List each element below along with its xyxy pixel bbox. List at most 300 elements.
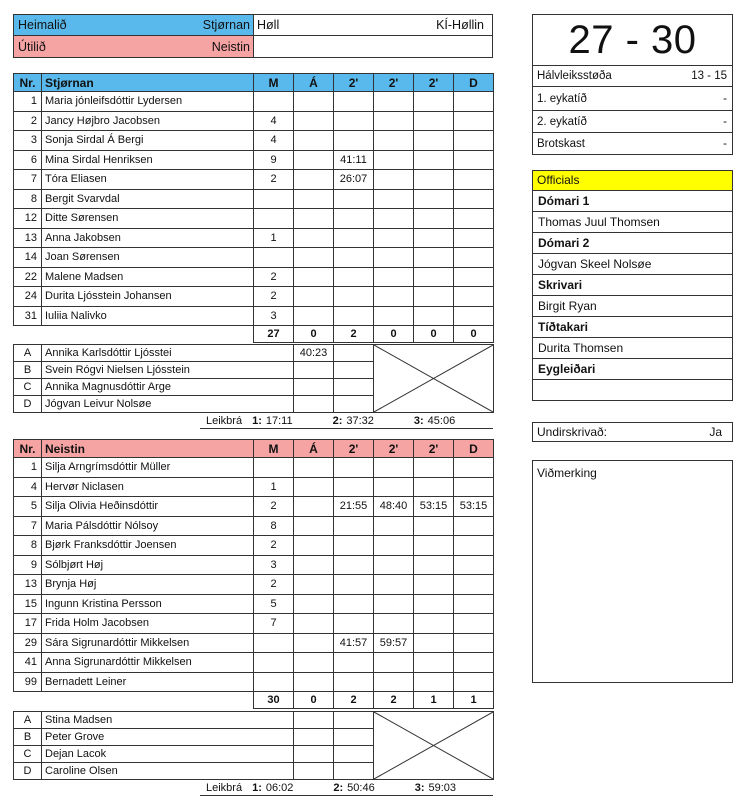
player-row [14,228,494,248]
official-role: Dómari 2 [532,233,733,254]
player-suspension-2 [374,209,414,229]
player-disqualification [454,306,494,326]
cross-mark-icon [374,712,493,779]
player-goals [254,672,294,692]
player-disqualification [454,209,494,229]
player-suspension-3 [414,516,454,536]
official-role: Eygleiðari [532,359,733,380]
player-number: 8 [14,536,42,556]
player-suspension-2 [374,614,414,634]
player-disqualification [454,653,494,673]
player-warning [294,209,334,229]
player-name: Maria Pálsdóttir Nólsoy [42,516,254,536]
player-number: 12 [14,209,42,229]
player-goals [254,209,294,229]
staff-suspension [334,746,374,763]
player-suspension-2 [374,477,414,497]
table-header-row [14,74,494,92]
away-staff-table [13,711,494,780]
player-name: Anna Sigrunardóttir Mikkelsen [42,653,254,673]
player-suspension-2 [374,653,414,673]
player-warning [294,497,334,517]
player-row [14,92,494,112]
staff-suspension [334,729,374,746]
player-row [14,516,494,536]
player-suspension-3 [414,111,454,131]
timeout-time: 37:32 [346,415,374,427]
player-suspension-3 [414,555,454,575]
player-suspension-3 [414,228,454,248]
player-suspension-3 [414,458,454,478]
col-suspension-2: 2' [374,74,414,92]
player-number: 5 [14,497,42,517]
info-value: 13 - 15 [691,70,727,82]
total-warnings: 0 [294,692,334,709]
player-suspension-2: 48:40 [374,497,414,517]
player-warning [294,594,334,614]
remarks-label: Viðmerking [537,466,597,480]
player-row [14,306,494,326]
player-disqualification [454,614,494,634]
total-goals: 27 [254,326,294,343]
player-suspension-1 [334,594,374,614]
player-suspension-3 [414,306,454,326]
info-value: - [723,137,727,150]
player-number: 13 [14,228,42,248]
player-number: 17 [14,614,42,634]
staff-name: Annika Magnusdóttir Arge [42,379,294,396]
player-disqualification: 53:15 [454,497,494,517]
player-name: Jancy Højbro Jacobsen [42,111,254,131]
player-suspension-1 [334,228,374,248]
officials-title: Officials [532,170,733,191]
player-suspension-3: 53:15 [414,497,454,517]
player-suspension-3 [414,614,454,634]
player-name: Joan Sørensen [42,248,254,268]
player-number: 14 [14,248,42,268]
player-row [14,111,494,131]
player-suspension-2 [374,170,414,190]
player-disqualification [454,150,494,170]
official-role: Skrivari [532,275,733,296]
player-suspension-2 [374,594,414,614]
player-goals: 8 [254,516,294,536]
player-row [14,653,494,673]
player-suspension-1 [334,131,374,151]
player-name: Maria jónleifsdóttir Lydersen [42,92,254,112]
staff-suspension [334,379,374,396]
player-goals: 4 [254,131,294,151]
crossed-out-cell [374,345,494,413]
away-team-cell [14,36,254,57]
player-name: Bergit Svarvdal [42,189,254,209]
player-warning [294,228,334,248]
timeout-time: 45:06 [427,415,456,427]
player-suspension-2 [374,189,414,209]
player-goals: 2 [254,575,294,595]
timeout-number: 3: [414,782,425,794]
player-suspension-1: 41:57 [334,633,374,653]
player-suspension-2 [374,287,414,307]
player-goals: 2 [254,170,294,190]
staff-letter: A [14,712,42,729]
player-suspension-1: 41:11 [334,150,374,170]
total-suspension-2: 2 [374,692,414,709]
official-name: Jógvan Skeel Nolsøe [532,254,733,275]
player-number: 1 [14,92,42,112]
player-name: Sonja Sirdal Á Bergi [42,131,254,151]
player-disqualification [454,92,494,112]
final-score: 27 - 30 [532,14,733,66]
player-disqualification [454,228,494,248]
table-header-row [14,440,494,458]
player-suspension-1 [334,189,374,209]
player-row [14,575,494,595]
staff-warning: 40:23 [294,345,334,362]
player-suspension-1 [334,209,374,229]
player-disqualification [454,170,494,190]
player-suspension-3 [414,594,454,614]
timeout-label: Leikbrá [206,782,243,794]
player-suspension-1: 26:07 [334,170,374,190]
staff-warning [294,379,334,396]
player-suspension-3 [414,536,454,556]
player-number: 8 [14,189,42,209]
timeout-number: 1: [252,782,262,794]
venue-label: Høll [257,18,280,32]
player-disqualification [454,555,494,575]
staff-letter: C [14,746,42,763]
player-goals: 9 [254,150,294,170]
player-warning [294,92,334,112]
away-timeouts [200,781,493,796]
player-goals: 2 [254,287,294,307]
player-warning [294,477,334,497]
staff-name: Peter Grove [42,729,294,746]
player-row [14,209,494,229]
info-value: - [723,92,727,105]
totals-row [14,692,494,709]
player-number: 3 [14,131,42,151]
player-suspension-1 [334,653,374,673]
player-name: Sára Sigrunardóttir Mikkelsen [42,633,254,653]
staff-name: Svein Rógvi Nielsen Ljósstein [42,362,294,379]
player-goals [254,248,294,268]
player-goals [254,92,294,112]
player-warning [294,150,334,170]
player-warning [294,653,334,673]
player-suspension-2 [374,306,414,326]
official-name: Birgit Ryan [532,296,733,317]
timeout-number: 2: [332,415,343,427]
col-goals: M [254,74,294,92]
col-team-name: Stjørnan [42,74,254,92]
player-suspension-3 [414,209,454,229]
player-suspension-1 [334,575,374,595]
player-row [14,287,494,307]
player-row [14,672,494,692]
away-team-name: Neistin [211,39,250,54]
col-disqualification: D [454,74,494,92]
player-suspension-3 [414,150,454,170]
col-suspension-1: 2' [334,440,374,458]
official-name [532,380,733,401]
player-number: 4 [14,477,42,497]
official-name: Thomas Juul Thomsen [532,212,733,233]
player-suspension-2 [374,575,414,595]
player-suspension-3 [414,92,454,112]
info-value: - [723,115,727,128]
player-suspension-2 [374,267,414,287]
player-goals: 3 [254,306,294,326]
staff-suspension [334,763,374,780]
player-warning [294,248,334,268]
timeout-number: 3: [413,415,424,427]
player-goals: 1 [254,477,294,497]
player-warning [294,633,334,653]
staff-warning [294,362,334,379]
player-suspension-3 [414,267,454,287]
total-suspension-2: 0 [374,326,414,343]
player-disqualification [454,267,494,287]
col-suspension-3: 2' [414,74,454,92]
timeout-time: 06:02 [265,782,294,794]
player-name: Mina Sirdal Henriksen [42,150,254,170]
info-label: Brotskast [537,137,585,150]
player-disqualification [454,248,494,268]
player-suspension-2 [374,150,414,170]
player-suspension-1 [334,477,374,497]
player-number: 2 [14,111,42,131]
total-suspension-1: 2 [334,692,374,709]
player-row [14,189,494,209]
remarks-box [532,460,733,683]
staff-name: Caroline Olsen [42,763,294,780]
extra-time-2-row [532,111,733,133]
penalty-shootout-row [532,133,733,155]
player-suspension-2 [374,131,414,151]
player-name: Hervør Niclasen [42,477,254,497]
crossed-out-cell [374,712,494,780]
player-suspension-3 [414,248,454,268]
player-number: 1 [14,458,42,478]
official-role: Tíðtakari [532,317,733,338]
total-warnings: 0 [294,326,334,343]
player-row [14,633,494,653]
player-suspension-1 [334,267,374,287]
player-row [14,536,494,556]
staff-letter: B [14,362,42,379]
cross-mark-icon [374,345,493,412]
player-suspension-2 [374,248,414,268]
timeout-number: 2: [333,782,344,794]
home-team-cell [14,15,254,35]
player-suspension-1 [334,536,374,556]
timeout-number: 1: [252,415,262,427]
player-disqualification [454,131,494,151]
player-suspension-2 [374,536,414,556]
player-row [14,150,494,170]
timeout-time: 17:11 [265,415,293,427]
player-goals: 2 [254,267,294,287]
total-disqualifications: 1 [454,692,494,709]
player-goals: 7 [254,614,294,634]
staff-letter: A [14,345,42,362]
player-disqualification [454,672,494,692]
timeout-time: 50:46 [347,782,375,794]
player-suspension-1: 21:55 [334,497,374,517]
home-team-table [13,73,494,343]
player-goals [254,653,294,673]
player-row [14,555,494,575]
staff-name: Stina Madsen [42,712,294,729]
player-name: Malene Madsen [42,267,254,287]
player-suspension-1 [334,306,374,326]
staff-letter: D [14,763,42,780]
player-suspension-3 [414,575,454,595]
player-name: Sólbjørt Høj [42,555,254,575]
player-disqualification [454,594,494,614]
player-number: 9 [14,555,42,575]
player-warning [294,189,334,209]
player-warning [294,516,334,536]
timeout-time: 59:03 [428,782,457,794]
col-nr: Nr. [14,440,42,458]
player-suspension-3 [414,287,454,307]
staff-warning [294,712,334,729]
staff-letter: B [14,729,42,746]
player-disqualification [454,516,494,536]
player-number: 41 [14,653,42,673]
player-warning [294,458,334,478]
player-suspension-3 [414,170,454,190]
player-suspension-1 [334,248,374,268]
player-suspension-1 [334,458,374,478]
staff-suspension [334,362,374,379]
player-goals: 5 [254,594,294,614]
totals-spacer [14,326,254,343]
total-goals: 30 [254,692,294,709]
player-number: 15 [14,594,42,614]
player-goals: 4 [254,111,294,131]
player-warning [294,614,334,634]
staff-suspension [334,712,374,729]
staff-suspension [334,396,374,413]
player-name: Ditte Sørensen [42,209,254,229]
col-suspension-2: 2' [374,440,414,458]
player-goals: 3 [254,555,294,575]
player-row [14,131,494,151]
player-suspension-3 [414,477,454,497]
venue-name: KÍ-Høllin [436,18,484,32]
player-suspension-2 [374,672,414,692]
player-warning [294,111,334,131]
home-staff-table [13,344,494,413]
empty-cell [254,36,492,57]
player-suspension-1 [334,287,374,307]
player-name: Tóra Eliasen [42,170,254,190]
player-suspension-2 [374,555,414,575]
player-warning [294,131,334,151]
player-warning [294,287,334,307]
official-role: Dómari 1 [532,191,733,212]
timeout-label: Leikbrá [206,415,243,427]
staff-warning [294,746,334,763]
player-disqualification [454,536,494,556]
player-goals [254,189,294,209]
player-name: Iuliia Nalivko [42,306,254,326]
player-disqualification [454,477,494,497]
player-goals [254,633,294,653]
player-row [14,170,494,190]
player-suspension-3 [414,672,454,692]
player-suspension-1 [334,92,374,112]
total-suspension-3: 1 [414,692,454,709]
staff-warning [294,396,334,413]
staff-row [14,345,494,362]
player-warning [294,575,334,595]
player-disqualification [454,287,494,307]
player-number: 13 [14,575,42,595]
col-goals: M [254,440,294,458]
player-goals: 2 [254,497,294,517]
player-name: Frida Holm Jacobsen [42,614,254,634]
player-number: 22 [14,267,42,287]
staff-warning [294,729,334,746]
player-suspension-2: 59:57 [374,633,414,653]
staff-row [14,712,494,729]
col-team-name: Neistin [42,440,254,458]
player-row [14,594,494,614]
player-disqualification [454,575,494,595]
player-name: Ingunn Kristina Persson [42,594,254,614]
player-name: Durita Ljósstein Johansen [42,287,254,307]
player-row [14,614,494,634]
player-suspension-1 [334,555,374,575]
home-team-name: Stjørnan [202,18,250,32]
player-row [14,497,494,517]
player-row [14,248,494,268]
player-number: 99 [14,672,42,692]
player-goals: 2 [254,536,294,556]
extra-time-1-row [532,87,733,111]
halftime-score-row [532,66,733,87]
player-suspension-2 [374,228,414,248]
signature-value: Ja [709,425,722,439]
staff-name: Dejan Lacok [42,746,294,763]
info-label: 1. eykatíð [537,92,587,105]
player-row [14,477,494,497]
player-warning [294,555,334,575]
venue-cell [254,15,492,35]
col-suspension-3: 2' [414,440,454,458]
totals-spacer [14,692,254,709]
player-disqualification [454,458,494,478]
player-name: Anna Jakobsen [42,228,254,248]
player-number: 29 [14,633,42,653]
official-name: Durita Thomsen [532,338,733,359]
player-number: 24 [14,287,42,307]
signature-box [532,422,733,442]
staff-warning [294,763,334,780]
player-suspension-3 [414,633,454,653]
player-suspension-2 [374,458,414,478]
player-suspension-1 [334,672,374,692]
player-number: 6 [14,150,42,170]
match-header [13,14,493,58]
col-nr: Nr. [14,74,42,92]
player-disqualification [454,111,494,131]
